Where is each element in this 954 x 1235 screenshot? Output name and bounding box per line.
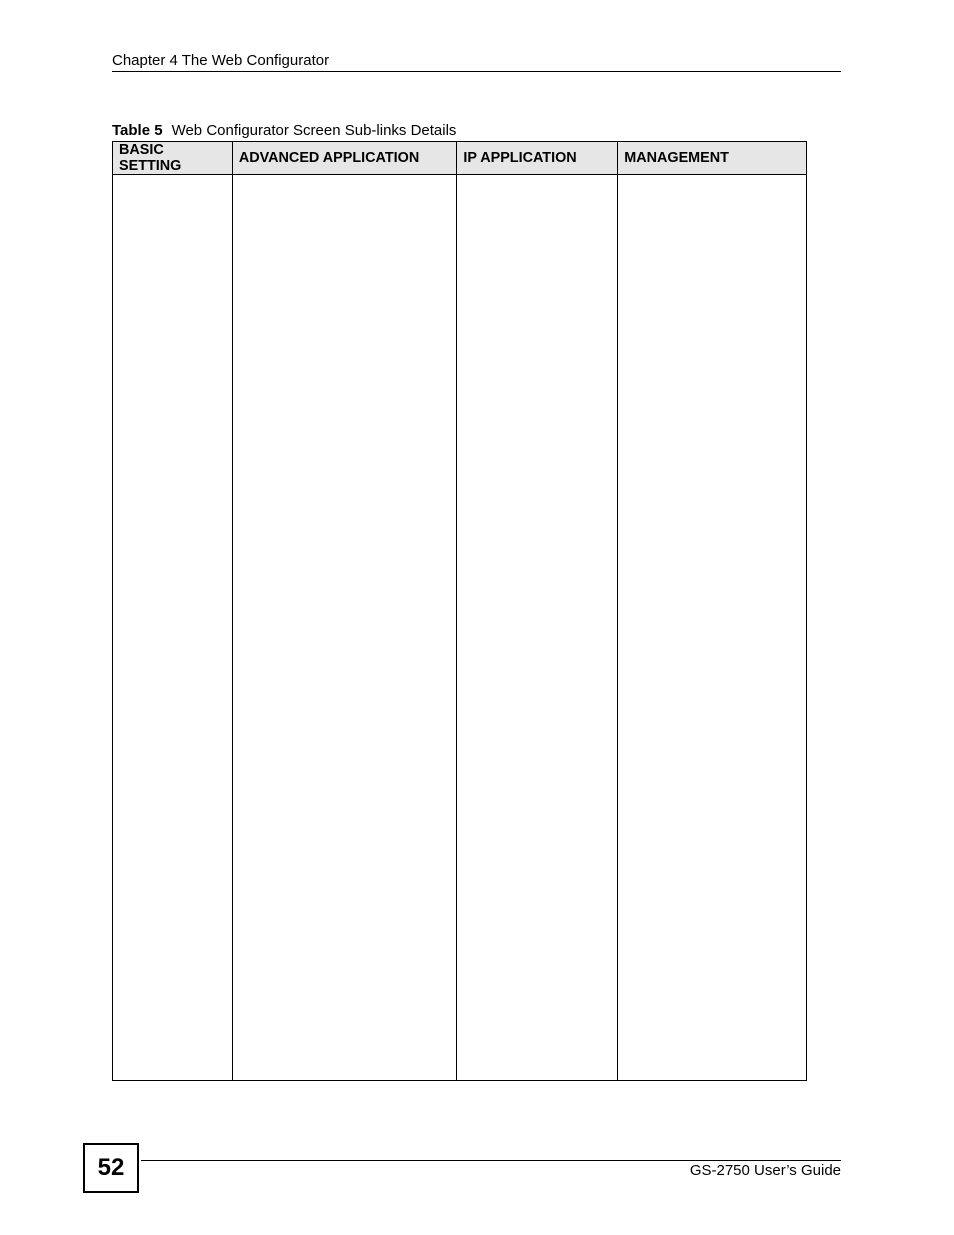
guide-title: GS-2750 User’s Guide	[689, 1162, 841, 1179]
page-number: 52	[83, 1143, 139, 1193]
column-header-advanced: ADVANCED APPLICATION	[232, 142, 457, 175]
basic-cell	[113, 175, 233, 1081]
advanced-cell	[232, 175, 457, 1081]
table-label: Table 5	[112, 122, 163, 139]
management-cell	[618, 175, 807, 1081]
column-header-management: MANAGEMENT	[618, 142, 807, 175]
chapter-header: Chapter 4 The Web Configurator	[112, 52, 330, 69]
column-header-ip: IP APPLICATION	[457, 142, 618, 175]
sublinks-table	[112, 141, 807, 1081]
header-divider	[112, 71, 841, 72]
table-title: Web Configurator Screen Sub-links Details	[171, 122, 457, 139]
ip-cell	[457, 175, 618, 1081]
table-caption	[112, 122, 456, 139]
column-header-basic: BASIC SETTING	[113, 142, 233, 175]
footer-divider	[141, 1160, 841, 1161]
